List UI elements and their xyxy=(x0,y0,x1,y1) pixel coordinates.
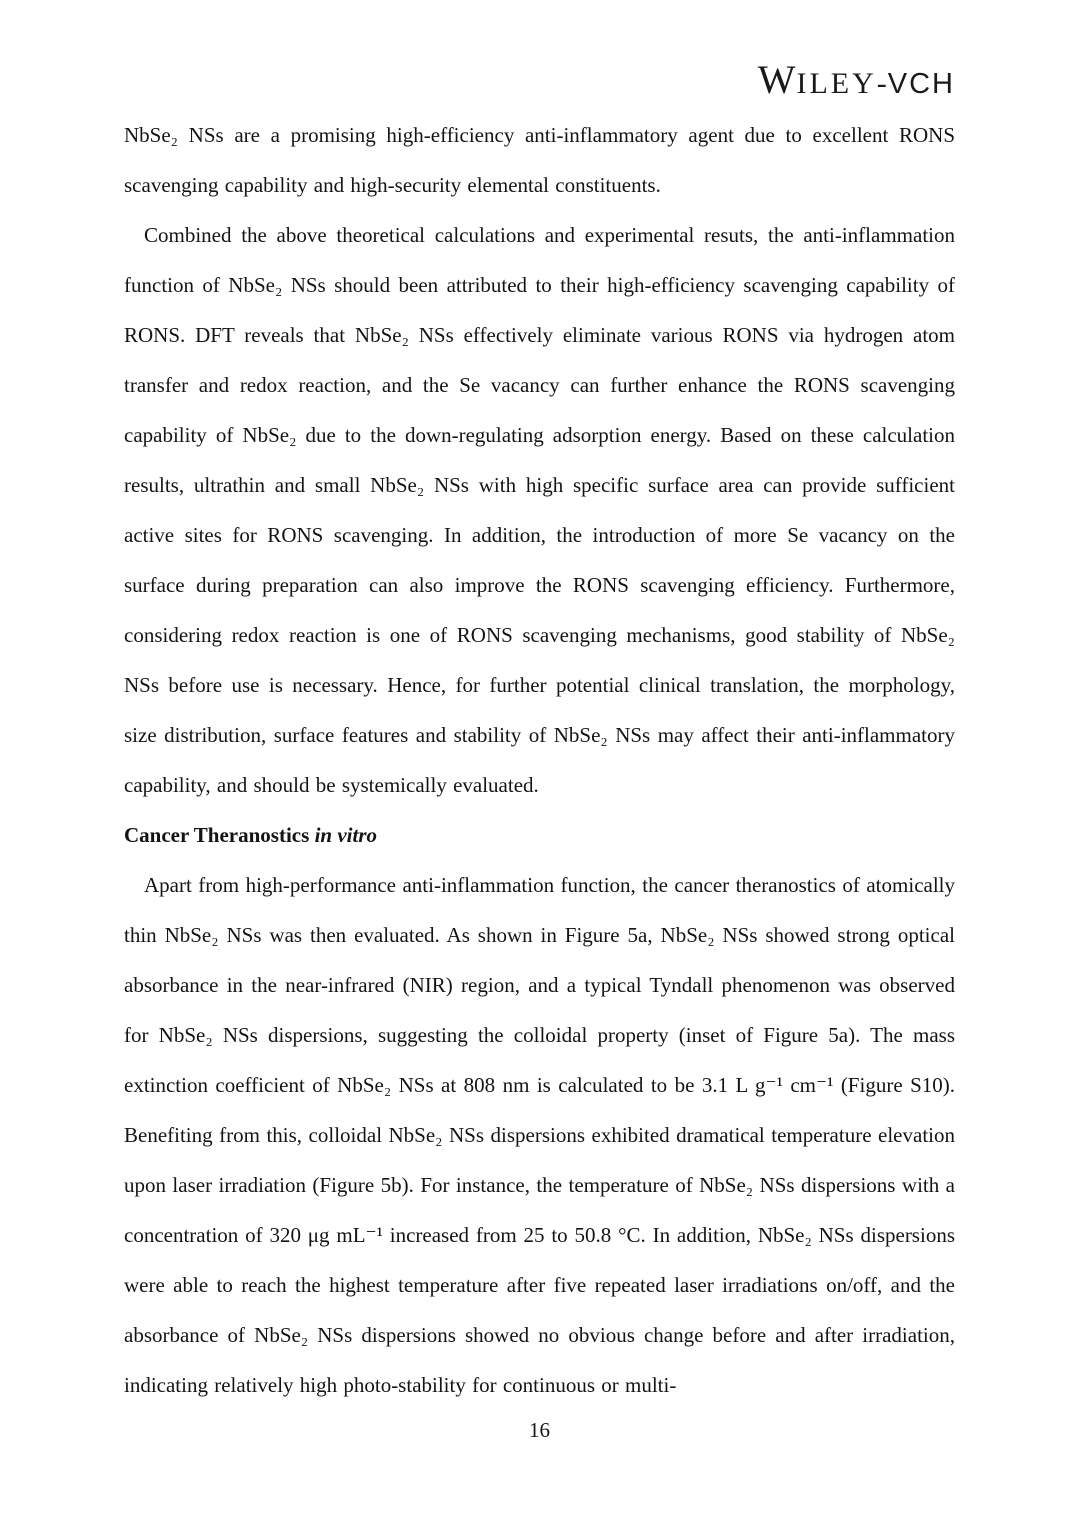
section-heading-main: Cancer Theranostics xyxy=(124,823,310,847)
page-footer xyxy=(124,1410,955,1450)
logo-hyphen: - xyxy=(876,67,888,100)
page-body xyxy=(124,110,955,1410)
wiley-vch-logo xyxy=(757,57,955,102)
paragraph-intro-continuation: NbSe₂ NSs are a promising high-efficiency anti-inflammatory agent due to excellent RONS scavenging capability and high-security elemental constituents. xyxy=(124,123,955,197)
page-number: 16 xyxy=(529,1418,550,1442)
logo-wiley-rest: ILEY xyxy=(796,67,877,100)
section-heading-cancer-theranostics xyxy=(124,810,955,860)
paragraph-cancer-theranostics: Apart from high-performance anti-inflammation function, the cancer theranostics of atomically thin NbSe₂ NSs was then evaluated. As shown in Figure 5a, NbSe₂ NSs showed strong optical absorbance in the near-infrared (NIR) region, and a typical Tyndall phenomenon was observed for NbSe₂ NSs dispersions, suggesting the colloidal property (inset of Figure 5a). The mass extinction coefficient of NbSe₂ NSs at 808 nm is calculated to be 3.1 L g⁻¹ cm⁻¹ (Figure S10). Benefiting from this, colloidal NbSe₂ NSs dispersions exhibited dramatical temperature elevation upon laser irradiation (Figure 5b). For instance, the temperature of NbSe₂ NSs dispersions with a concentration of 320 μg mL⁻¹ increased from 25 to 50.8 °C. In addition, NbSe₂ NSs dispersions were able to reach the highest temperature after five repeated laser irradiations on/off, and the absorbance of NbSe₂ NSs dispersions showed no obvious change before and after irradiation, indicating relatively high photo-stability for continuous or multi- xyxy=(124,873,955,1397)
logo-vch-text: VCH xyxy=(887,68,955,100)
logo-wiley-initial: W xyxy=(757,57,797,102)
page-header xyxy=(124,58,955,102)
section-heading-emphasis: in vitro xyxy=(314,823,377,847)
paragraph-mechanism-discussion: Combined the above theoretical calculations and experimental resuts, the anti-inflammation function of NbSe₂ NSs should been attributed to their high-efficiency scavenging capability of RONS. DFT reveals that NbSe₂ NSs effectively eliminate various RONS via hydrogen atom transfer and redox reaction, and the Se vacancy can further enhance the RONS scavenging capability of NbSe₂ due to the down-regulating adsorption energy. Based on these calculation results, ultrathin and small NbSe₂ NSs with high specific surface area can provide sufficient active sites for RONS scavenging. In addition, the introduction of more Se vacancy on the surface during preparation can also improve the RONS scavenging efficiency. Furthermore, considering redox reaction is one of RONS scavenging mechanisms, good stability of NbSe₂ NSs before use is necessary. Hence, for further potential clinical translation, the morphology, size distribution, surface features and stability of NbSe₂ NSs may affect their anti-inflammatory capability, and should be systemically evaluated. xyxy=(124,223,955,797)
